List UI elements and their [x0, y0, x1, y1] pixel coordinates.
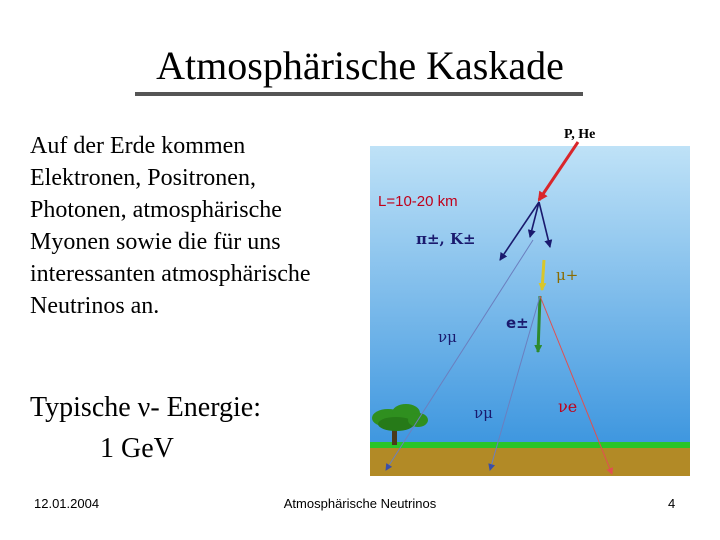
- grass-strip: [370, 442, 690, 448]
- numu-label-lower: νμ: [474, 404, 493, 422]
- meson-label: π±, K±: [416, 230, 476, 248]
- footer-title: Atmosphärische Neutrinos: [283, 496, 437, 511]
- primary-label: P, He: [564, 127, 596, 142]
- ground-strip: [370, 448, 690, 476]
- paragraph-line: Auf der Erde kommen: [30, 133, 246, 159]
- sky-background: [370, 146, 690, 446]
- slide-title: Atmosphärische Kaskade: [156, 43, 564, 88]
- cascade-figure: [368, 120, 692, 478]
- title-underline: [135, 92, 583, 96]
- muon-label: μ+: [556, 266, 579, 284]
- page-number: 4: [668, 496, 676, 511]
- muon-arrow: [542, 260, 544, 290]
- paragraph-line: interessanten atmosphärische: [30, 261, 311, 287]
- electron-arrow: [538, 296, 540, 352]
- footer-date: 12.01.2004: [34, 496, 100, 511]
- energy-value: 1 GeV: [100, 433, 174, 464]
- length-label: L=10-20 km: [378, 193, 458, 210]
- paragraph-line: Neutrinos an.: [30, 293, 160, 319]
- body-paragraph: [30, 130, 370, 322]
- electron-label: e±: [506, 314, 529, 332]
- paragraph-line: Myonen sowie die für uns: [30, 229, 281, 255]
- energy-label: Typische ν- Energie:: [30, 392, 261, 423]
- paragraph-line: Elektronen, Positronen,: [30, 165, 256, 191]
- paragraph-line: Photonen, atmosphärische: [30, 197, 282, 223]
- nue-label: νe: [558, 397, 578, 416]
- numu-label-upper: νμ: [438, 328, 457, 346]
